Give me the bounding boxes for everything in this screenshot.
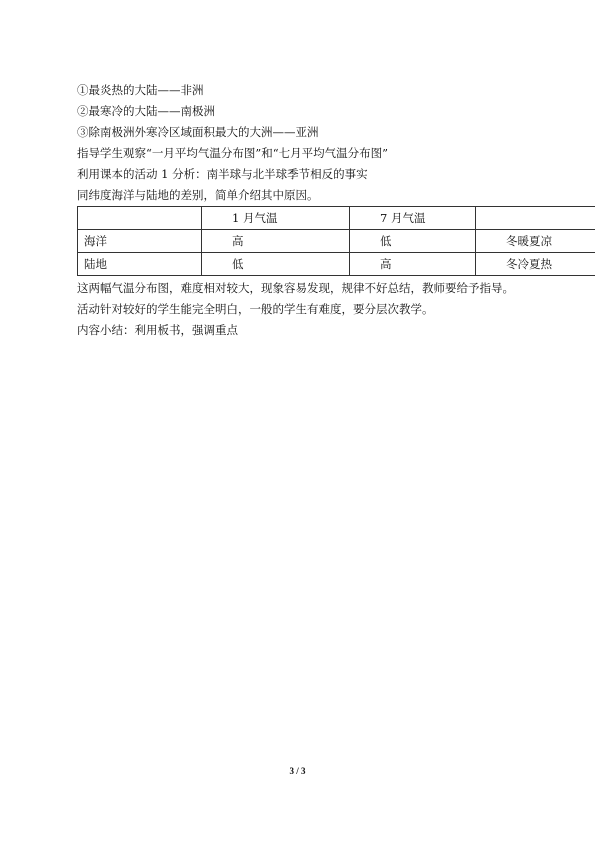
table-cell: 海洋	[78, 230, 202, 253]
text-line-largest-cold-region: ③除南极洲外寒冷区域面积最大的大洲——亚洲	[77, 125, 319, 139]
text-line-summary: 内容小结：利用板书，强调重点	[77, 323, 238, 337]
table-cell: 陆地	[78, 253, 202, 276]
text-line-observe-maps: 指导学生观察“一月平均气温分布图”和“七月平均气温分布图”	[77, 146, 389, 160]
table-header-cell: 7 月气温	[350, 207, 476, 230]
text-line-layered-teaching: 活动针对较好的学生能完全明白，一般的学生有难度，要分层次教学。	[77, 302, 434, 316]
text-line-hottest-continent: ①最炎热的大陆——非洲	[77, 83, 204, 97]
text-line-coldest-continent: ②最寒冷的大陆——南极洲	[77, 104, 215, 118]
table-cell: 冬冷夏热	[476, 253, 595, 276]
page-number: 3 / 3	[289, 766, 306, 776]
table-cell: 低	[202, 253, 350, 276]
text-line-map-difficulty: 这两幅气温分布图，难度相对较大，现象容易发现，规律不好总结，教师要给予指导。	[77, 281, 514, 295]
text-line-ocean-land-difference: 同纬度海洋与陆地的差别，简单介绍其中原因。	[77, 188, 319, 202]
table-cell: 冬暖夏凉	[476, 230, 595, 253]
table-row	[78, 230, 595, 253]
table-row	[78, 253, 595, 276]
table-cell: 低	[350, 230, 476, 253]
table-header-cell	[476, 207, 595, 230]
table-cell: 高	[350, 253, 476, 276]
text-after-table	[77, 278, 552, 341]
table-header-row	[78, 207, 595, 230]
table-header-cell	[78, 207, 202, 230]
temperature-comparison-table	[77, 206, 595, 276]
document-body	[77, 80, 552, 341]
text-line-activity-analysis: 利用课本的活动 1 分析：南半球与北半球季节相反的事实	[77, 167, 368, 181]
table-header-cell: 1 月气温	[202, 207, 350, 230]
table-cell: 高	[202, 230, 350, 253]
